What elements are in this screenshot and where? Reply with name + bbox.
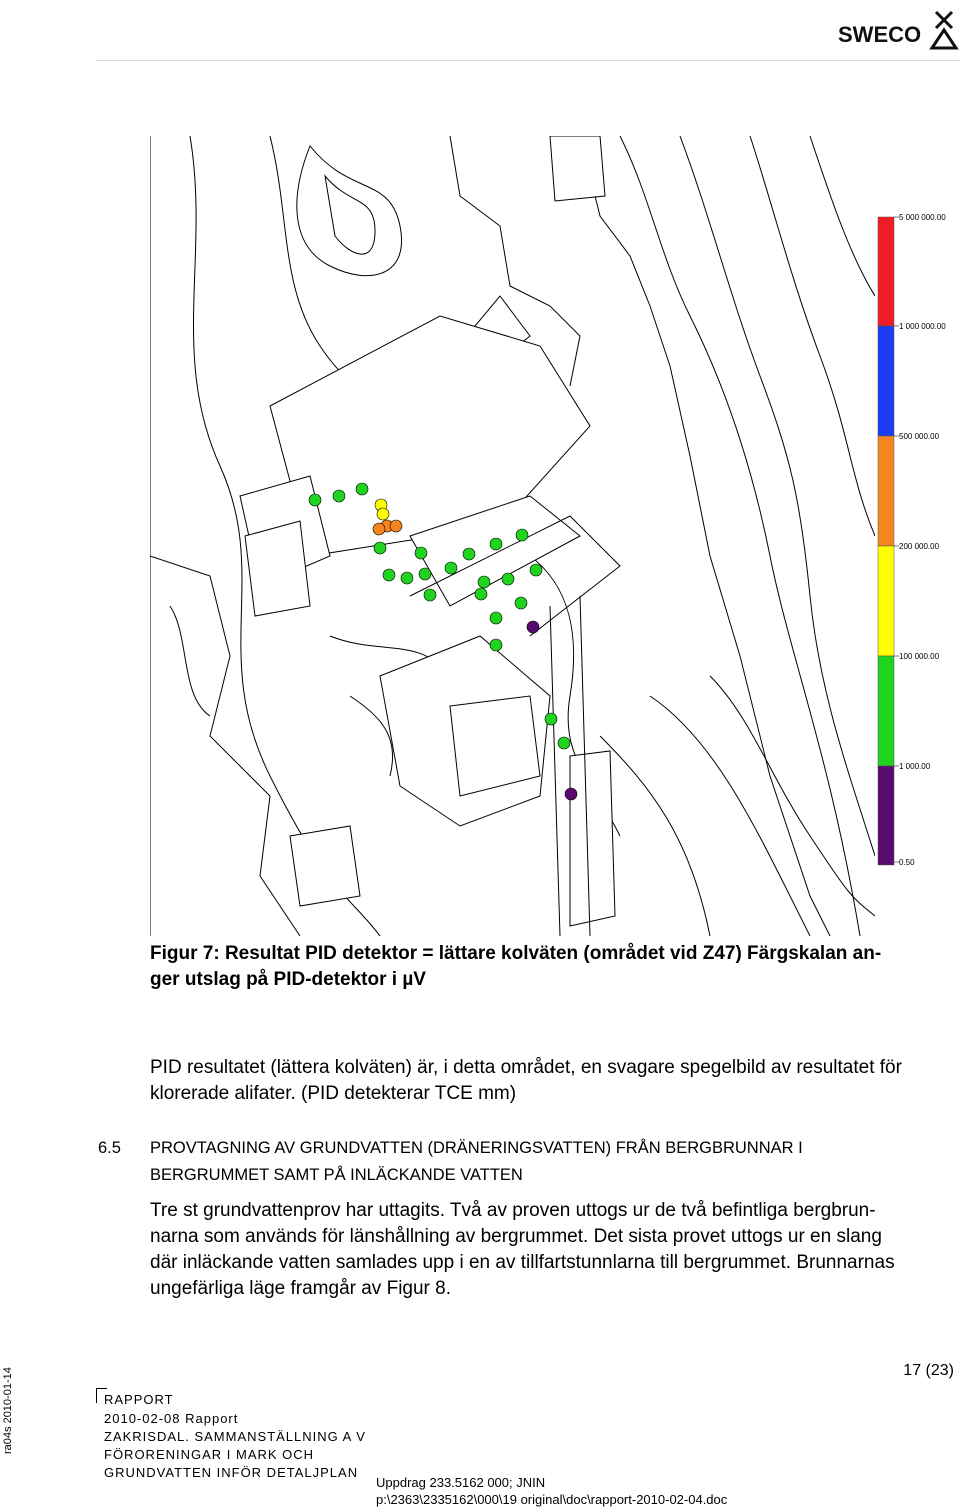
figure-caption: [150, 941, 940, 993]
caption-line: Figur 7: Resultat PID detektor = lättare kolväten (området vid Z47) Färgskalan an-: [150, 943, 882, 964]
footer-title-line: FÖRORENINGAR I MARK OCH: [104, 1447, 315, 1462]
sweco-mark-icon: [932, 12, 956, 48]
page-number: 17 (23): [903, 1362, 954, 1379]
heading-line: PROVTAGNING AV GRUNDVATTEN (DRÄNERINGSVATTEN) FRÅN BERGBRUNNAR I: [150, 1139, 803, 1157]
color-scale-legend: [877, 212, 960, 872]
legend-band-blue: [878, 326, 894, 436]
text-line: ungefärliga läge framgår av Figur 8.: [150, 1278, 451, 1299]
footer-date: 2010-02-08 Rapport: [104, 1411, 239, 1426]
legend-band-green: [878, 656, 894, 766]
legend-label: 5 000 000.00: [899, 213, 946, 222]
legend-label: 1 000.00: [899, 762, 931, 771]
footer-title-line: ZAKRISDAL. SAMMANSTÄLLNING A V: [104, 1429, 366, 1444]
template-stamp: ra04s 2010-01-14: [2, 1367, 14, 1454]
legend-band-yellow: [878, 546, 894, 656]
legend-label: 100 000.00: [899, 652, 940, 661]
paragraph-pid-result: [150, 1055, 960, 1107]
footer-title-line: GRUNDVATTEN INFÖR DETALJPLAN: [104, 1465, 359, 1480]
section-heading: [98, 1135, 960, 1189]
legend-label: 500 000.00: [899, 432, 940, 441]
text-line: PID resultatet (lättera kolväten) är, i detta området, en svagare spegelbild av resultatet för: [150, 1057, 902, 1078]
text-line: Tre st grundvattenprov har uttagits. Två av proven uttogs ur de två befintliga bergbrun-: [150, 1200, 876, 1221]
footer-assignment: Uppdrag 233.5162 000; JNIN: [376, 1475, 546, 1490]
text-line: där inläckande vatten samlades upp i en av tillfartstunnlarna till bergrummet. Brunnarnas: [150, 1252, 895, 1273]
section-number: 6.5: [98, 1139, 121, 1157]
footer-filepath: p:\2363\2335162\000\19 original\doc\rapport-2010-02-04.doc: [376, 1492, 728, 1507]
sweco-logo: [832, 8, 960, 52]
header-divider: [96, 60, 960, 61]
legend-label: 200 000.00: [899, 542, 940, 551]
caption-line: ger utslag på PID-detektor i µV: [150, 969, 426, 990]
legend-band-red: [878, 217, 894, 326]
paragraph-groundwater: [150, 1198, 960, 1302]
text-line: narna som används för länshållning av bergrummet. Det sista provet uttogs ur en slang: [150, 1226, 882, 1247]
legend-band-purple: [878, 766, 894, 865]
legend-band-orange: [878, 436, 894, 546]
legend-label: 0.50: [899, 858, 915, 867]
logo-text: SWECO: [838, 22, 922, 47]
site-map: [150, 136, 875, 936]
footer-report-type: RAPPORT: [104, 1392, 174, 1407]
text-line: klorerade alifater. (PID detekterar TCE mm): [150, 1083, 517, 1104]
heading-line: BERGRUMMET SAMT PÅ INLÄCKANDE VATTEN: [150, 1166, 523, 1184]
legend-label: 1 000 000.00: [899, 322, 946, 331]
